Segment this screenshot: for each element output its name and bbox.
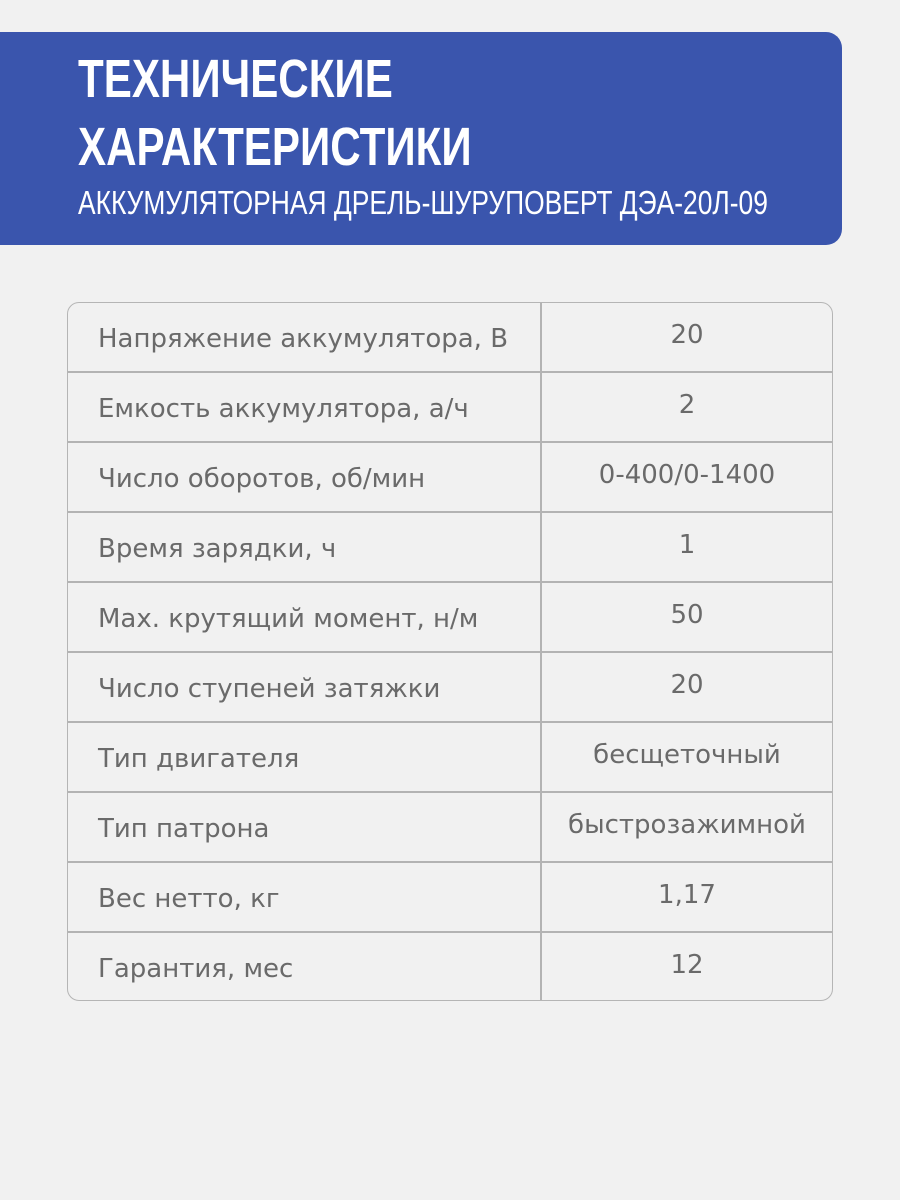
spec-name: Время зарядки, ч [68,513,542,581]
spec-row [68,933,832,1000]
spec-value: 0-400/0-1400 [598,460,776,490]
product-subtitle: АККУМУЛЯТОРНАЯ ДРЕЛЬ-ШУРУПОВЕРТ ДЭА-20Л-09 [78,184,768,221]
spec-row [68,303,832,373]
spec-value: 50 [670,600,704,630]
spec-name: Гарантия, мес [68,933,542,1000]
spec-row [68,443,832,513]
page-title-line-2: ХАРАКТЕРИСТИКИ [78,117,472,177]
spec-table [67,302,833,1001]
spec-row [68,653,832,723]
spec-value: 1 [678,530,696,560]
spec-value: 20 [670,670,704,700]
spec-name: Вес нетто, кг [68,863,542,931]
spec-name: Емкость аккумулятора, а/ч [68,373,542,441]
spec-name: Max. крутящий момент, н/м [68,583,542,651]
spec-name: Тип патрона [68,793,542,861]
spec-name: Число ступеней затяжки [68,653,542,721]
spec-row [68,793,832,863]
spec-row [68,583,832,653]
spec-row [68,513,832,583]
spec-value: 2 [678,390,696,420]
spec-name: Напряжение аккумулятора, В [68,303,542,371]
page-title-line-1: ТЕХНИЧЕСКИЕ [78,49,393,109]
spec-row [68,373,832,443]
spec-row [68,723,832,793]
spec-value: 1,17 [658,880,716,910]
spec-name: Тип двигателя [68,723,542,791]
spec-value: быстрозажимной [568,810,806,840]
spec-value: бесщеточный [593,740,781,770]
spec-name: Число оборотов, об/мин [68,443,542,511]
spec-value: 20 [670,320,704,350]
spec-row [68,863,832,933]
spec-value: 12 [670,949,704,980]
